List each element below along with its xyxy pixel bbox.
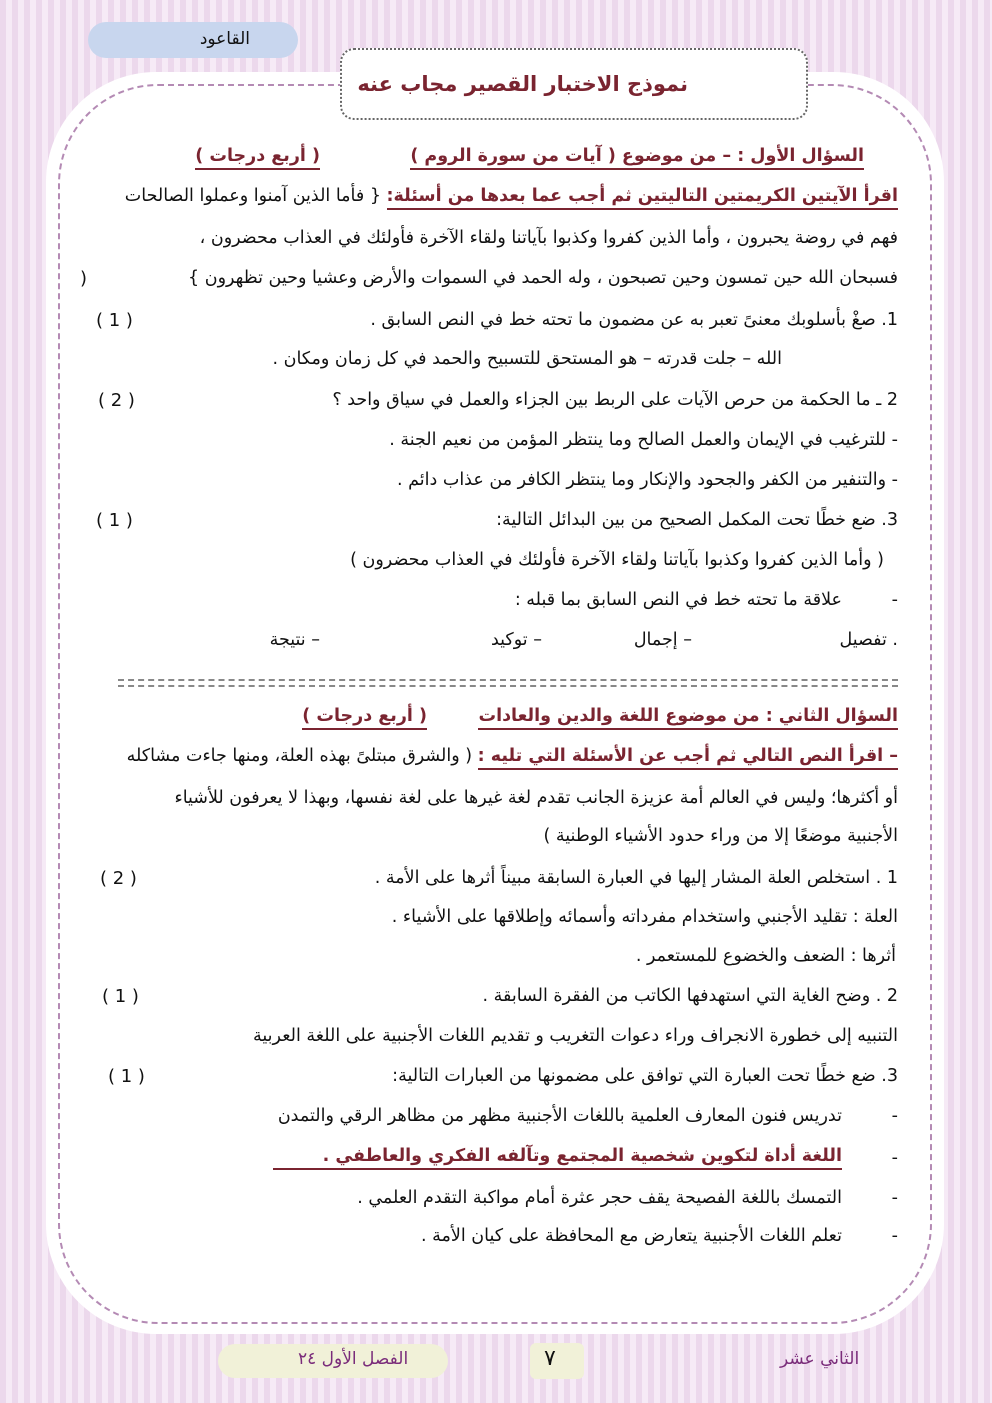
choice-4-dash: -	[891, 1226, 898, 1246]
author-tag	[88, 22, 298, 58]
q1-instruction-line	[125, 186, 898, 206]
q1-heading: السؤال الأول : – من موضوع ( آيات من سورة الروم )	[410, 146, 864, 170]
choice-3-dash: -	[891, 1188, 898, 1208]
q2-text-3: الأجنبية موضعًا إلا من وراء حدود الأشياء الوطنية )	[543, 826, 898, 846]
choice-4: تعلم اللغات الأجنبية يتعارض مع المحافظة على كيان الأمة .	[421, 1226, 842, 1246]
q1-s1-grade: ( 1 )	[96, 310, 133, 331]
q1-s3-prompt: علاقة ما تحته خط في النص السابق بما قبله :	[514, 590, 842, 610]
page-title: نموذج الاختبار القصير مجاب عنه	[357, 72, 688, 96]
q1-s2-grade: ( 2 )	[98, 390, 135, 411]
page-number: ٧	[544, 1346, 556, 1371]
q1-verse-1: { فأما الذين آمنوا وعملوا الصالحات	[124, 186, 381, 206]
q1-s2: 2 ـ ما الحكمة من حرص الآيات على الربط بين الجزاء والعمل في سياق واحد ؟	[332, 390, 898, 410]
q1-s2-answer-1: - للترغيب في الإيمان والعمل الصالح وما ينتظر المؤمن من نعيم الجنة .	[389, 430, 898, 450]
q2-s1: 1 . استخلص العلة المشار إليها في العبارة السابقة مبيناً أثرها على الأمة .	[374, 868, 898, 888]
q1-verse-3: فسبحان الله حين تمسون وحين تصبحون ، وله الحمد في السموات والأرض وعشيا وحين تظهرون }	[188, 268, 898, 288]
q2-text-1: ( والشرق مبتلىً بهذه العلة، ومنها جاءت مشاكله	[126, 746, 473, 766]
section-separator	[118, 679, 898, 687]
footer-term: الفصل الأول ٢٤	[298, 1349, 409, 1369]
option-tawkid: – توكيد	[490, 630, 542, 650]
q1-s1: 1. صغْ بأسلوبك معنىً تعبر به عن مضمون ما تحته خط في النص السابق .	[370, 310, 898, 330]
option-tafsil: . تفصيل	[839, 630, 898, 650]
q1-marks: ( أربع درجات )	[195, 146, 320, 170]
q1-s3-quote: ( وأما الذين كفروا وكذبوا بآياتنا ولقاء الآخرة فأولئك في العذاب محضرون )	[350, 550, 884, 570]
title-box	[340, 48, 808, 120]
q2-s1-answer-2: أثرها : الضعف والخضوع للمستعمر .	[635, 946, 896, 966]
q2-s3: 3. ضع خطًا تحت العبارة التي توافق على مضمونها من العبارات التالية:	[392, 1066, 898, 1086]
q2-s3-grade: ( 1 )	[108, 1066, 145, 1087]
q2-instruction-line	[127, 746, 898, 766]
q1-s3: 3. ضع خطًا تحت المكمل الصحيح من بين البدائل التالية:	[496, 510, 898, 530]
choice-1: تدريس فنون المعارف العلمية باللغات الأجنبية مظهر من مظاهر الرقي والتمدن	[277, 1106, 842, 1126]
q1-s1-answer: الله – جلت قدرته – هو المستحق للتسبيح والحمد في كل زمان ومكان .	[272, 349, 782, 369]
footer-grade-level: الثاني عشر	[780, 1349, 860, 1369]
author-name: القاعود	[199, 29, 250, 49]
q2-s1-grade: ( 2 )	[100, 868, 137, 889]
q1-verse-end: )	[80, 268, 88, 289]
q2-text-2: أو أكثرها؛ وليس في العالم أمة عزيزة الجانب تقدم لغة غيرها على لغة نفسها، وبهذا لا يعرفون للأشياء	[174, 788, 898, 808]
q2-s2-grade: ( 1 )	[102, 986, 139, 1007]
q1-verse-2: فهم في روضة يحبرون ، وأما الذين كفروا وكذبوا بآياتنا ولقاء الآخرة فأولئك في العذاب محضرون ،	[199, 228, 898, 248]
q2-heading: السؤال الثاني : من موضوع اللغة والدين والعادات	[478, 706, 898, 730]
q1-s3-dash: -	[891, 590, 898, 610]
q1-s3-grade: ( 1 )	[96, 510, 133, 531]
q2-s2: 2 . وضح الغاية التي استهدفها الكاتب من الفقرة السابقة .	[482, 986, 898, 1006]
q2-instruction: – اقرأ النص التالي ثم أجب عن الأسئلة التي تليه :	[478, 746, 898, 770]
choice-1-dash: -	[891, 1106, 898, 1126]
q1-instruction: اقرأ الآيتين الكريمتين التاليتين ثم أجب عما بعدها من أسئلة:	[387, 186, 898, 210]
q2-marks: ( أربع درجات )	[302, 706, 427, 730]
q2-s1-answer-1: العلة : تقليد الأجنبي واستخدام مفرداته وأسمائه وإطلاقها على الأشياء .	[391, 907, 898, 927]
q1-s2-answer-2: - والتنفير من الكفر والجحود والإنكار وما ينتظر الكافر من عذاب دائم .	[396, 470, 898, 490]
option-ijmal: – إجمال	[633, 630, 692, 650]
choice-2-correct: اللغة أداة لتكوين شخصية المجتمع وتآلفه الفكري والعاطفي .	[273, 1146, 842, 1170]
q2-s2-answer: التنبيه إلى خطورة الانجراف وراء دعوات التغريب و تقديم اللغات الأجنبية على اللغة العربية	[253, 1026, 898, 1046]
page-number-box	[530, 1343, 584, 1379]
choice-2-dash: -	[891, 1148, 898, 1168]
option-natija: – نتيجة	[269, 630, 320, 650]
choice-3: التمسك باللغة الفصيحة يقف حجر عثرة أمام مواكبة التقدم العلمي .	[357, 1188, 842, 1208]
